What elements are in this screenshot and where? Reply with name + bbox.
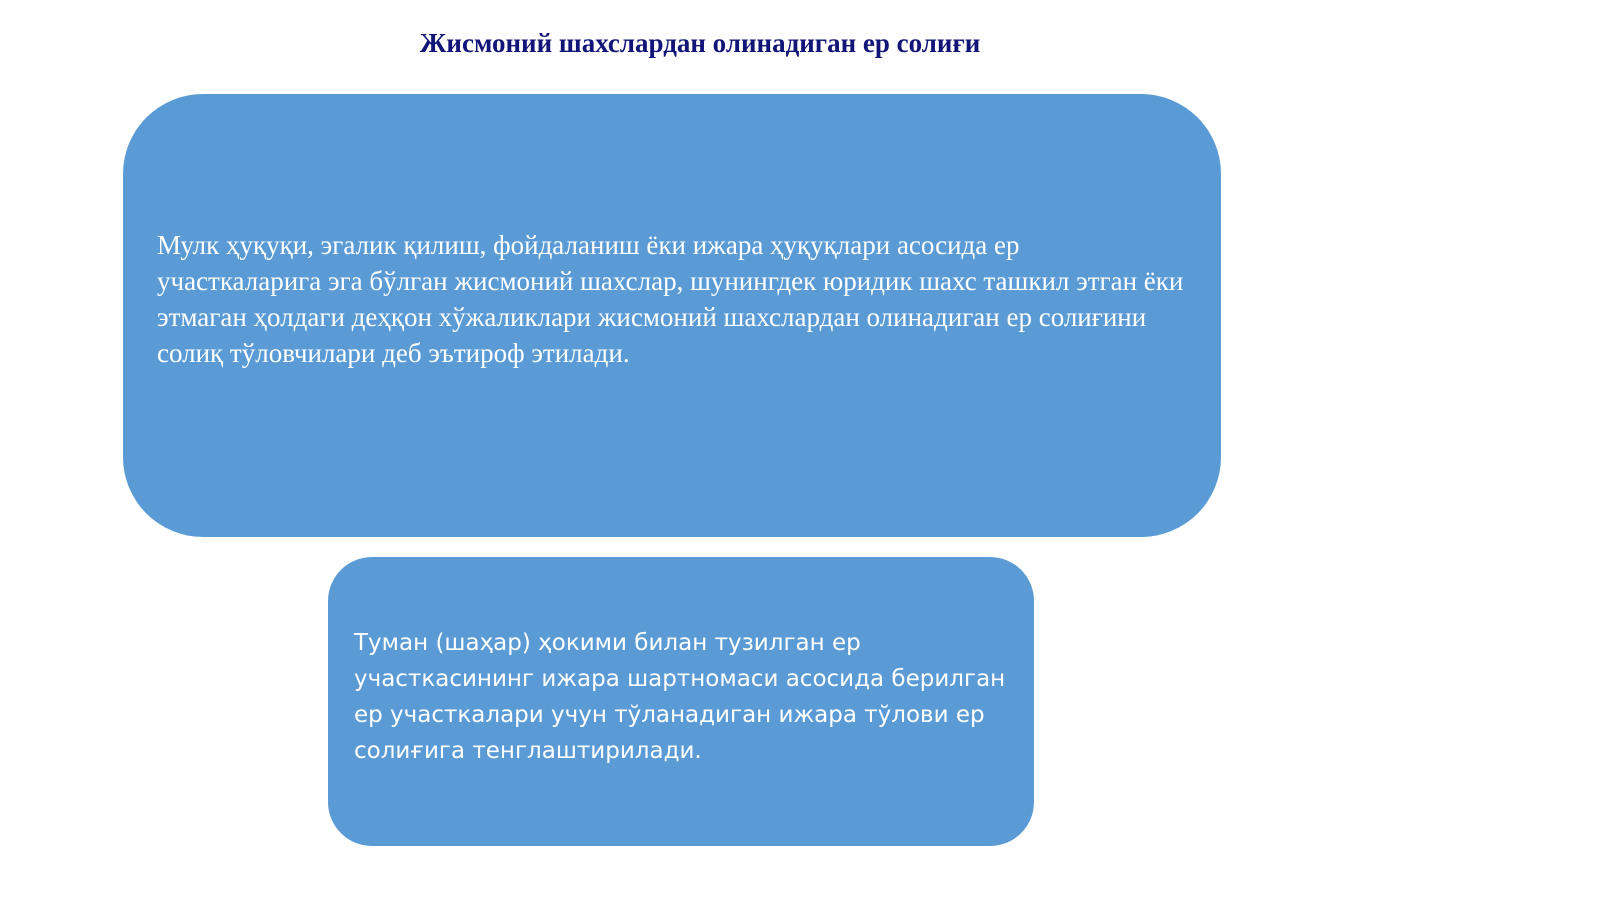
rent-equivalence-text: Туман (шаҳар) ҳокими билан тузилган ер участкасининг ижара шартномаси асосида берилган ер участкалари учун тўланадиган ижара тўлови ер солиғига тенглаштирилади. — [354, 629, 1006, 764]
slide-title: Жисмоний шахслардан олинадиган ер солиғи — [419, 28, 981, 58]
rent-equivalence-box — [328, 557, 1034, 846]
taxpayer-definition-box — [123, 94, 1221, 537]
taxpayer-definition-text: Мулк ҳуқуқи, эгалик қилиш, фойдаланиш ёки ижара ҳуқуқлари асосида ер участкаларига эга бўлган жисмоний шахслар, шунингдек юридик шахс ташкил этган ёки этмаган ҳолдаги деҳқон хўжаликлари жисмоний шахслардан олинадиган ер солиғини солиқ тўловчилари деб эътироф этилади. — [157, 229, 1184, 368]
